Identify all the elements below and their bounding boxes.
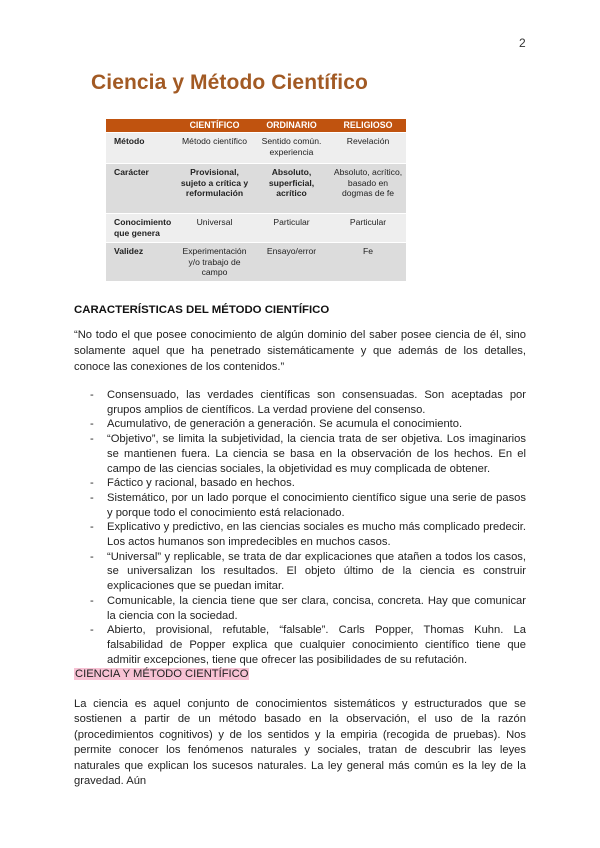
cell-cientifico: [176, 164, 253, 214]
list-item: - Acumulativo, de generación a generación. Se acumula el conocimiento.: [90, 417, 526, 432]
list-item: - Consensuado, las verdades científicas son consensuadas. Son aceptadas por grupos amplios de científicos. La verdad proviene del consenso.: [90, 388, 526, 417]
row-label: Carácter: [106, 164, 176, 214]
table-header-ordinario: ORDINARIO: [253, 119, 330, 133]
comparison-table: [106, 119, 406, 281]
table-header-religioso: RELIGIOSO: [330, 119, 406, 133]
cell-ordinario: Sentido común. experiencia: [253, 133, 330, 164]
row-label: Validez: [106, 243, 176, 281]
list-item: - Explicativo y predictivo, en las ciencias sociales es mucho más complicado predecir. Los actos humanos son impredecibles en muchos casos.: [90, 520, 526, 549]
document-title: Ciencia y Método Científico: [91, 71, 368, 94]
cell-cientifico: Universal: [176, 214, 253, 243]
table-row: [106, 164, 406, 214]
cell-religioso: Particular: [330, 214, 406, 243]
quote-paragraph: “No todo el que posee conocimiento de algún dominio del saber posee ciencia de él, sino solamente aquel que ha penetrado sistemáticamente y que además de los detalles, conoce las conexiones de los contenidos.”: [74, 329, 526, 373]
section-heading: CARACTERÍSTICAS DEL MÉTODO CIENTÍFICO: [74, 304, 330, 316]
cell-religioso: Revelación: [330, 133, 406, 164]
list-item: - Comunicable, la ciencia tiene que ser clara, concisa, concreta. Hay que comunicar la ciencia con la sociedad.: [90, 594, 526, 623]
highlighted-heading: CIENCIA Y MÉTODO CIENTÍFICO: [75, 668, 249, 680]
cell-religioso: Fe: [330, 243, 406, 281]
cell-ordinario: Particular: [253, 214, 330, 243]
cell-ordinario: Ensayo/error: [253, 243, 330, 281]
definition-paragraph: La ciencia es aquel conjunto de conocimientos sistemáticos y estructurados que se sostienen a partir de un método basado en la observación, el uso de la razón (procedimientos cognitivos) y de los sentidos y la empiria (recogida de pruebas). Nos permite conocer los fenómenos naturales y sociales, tratan de descubrir las leyes naturales que explican los sucesos naturales. La ley general más común es la ley de la gravedad. Aún: [74, 698, 526, 788]
table-header-corner: [106, 119, 176, 133]
cell-cientifico: Método científico: [176, 133, 253, 164]
table-row: [106, 214, 406, 243]
features-list: [90, 388, 526, 667]
list-item: - Sistemático, por un lado porque el conocimiento científico sigue una serie de pasos y porque todo el conocimiento está relacionado.: [90, 491, 526, 520]
cell-cientifico: Experimentación y/o trabajo de campo: [176, 243, 253, 281]
cell-religioso: Absoluto, acrítico, basado en dogmas de fe: [330, 164, 406, 214]
cell-cientifico-text: Provisional, sujeto a crítica y reformulación: [180, 167, 249, 198]
cell-ordinario: Absoluto, superficial, acrítico: [253, 164, 330, 214]
table-row: [106, 133, 406, 164]
list-item: - “Universal” y replicable, se trata de dar explicaciones que atañen a todos los casos, se universalizan los resultados. El objeto último de la ciencia es construir explicaciones que se puedan imitar.: [90, 550, 526, 594]
table-row: [106, 243, 406, 281]
row-label: Conocimiento que genera: [106, 214, 176, 243]
row-label: Método: [106, 133, 176, 164]
list-item: - Abierto, provisional, refutable, “falsable”. Carls Popper, Thomas Kuhn. La falsabilidad de Popper explica que cualquier conocimiento científico tiene que admitir excepciones, tiene que ofrecer las posibilidades de su refutación.: [90, 623, 526, 667]
list-item: - “Objetivo”, se limita la subjetividad, la ciencia trata de ser objetiva. Los imaginarios se mantienen fuera. La ciencia se basa en la observación de los hechos. En el campo de las ciencias sociales, la objetividad es muy complicada de obtener.: [90, 432, 526, 476]
table-header-cientifico: CIENTÍFICO: [176, 119, 253, 133]
list-item: - Fáctico y racional, basado en hechos.: [90, 476, 526, 491]
page-number: 2: [519, 36, 526, 50]
table-header-row: [106, 119, 406, 133]
